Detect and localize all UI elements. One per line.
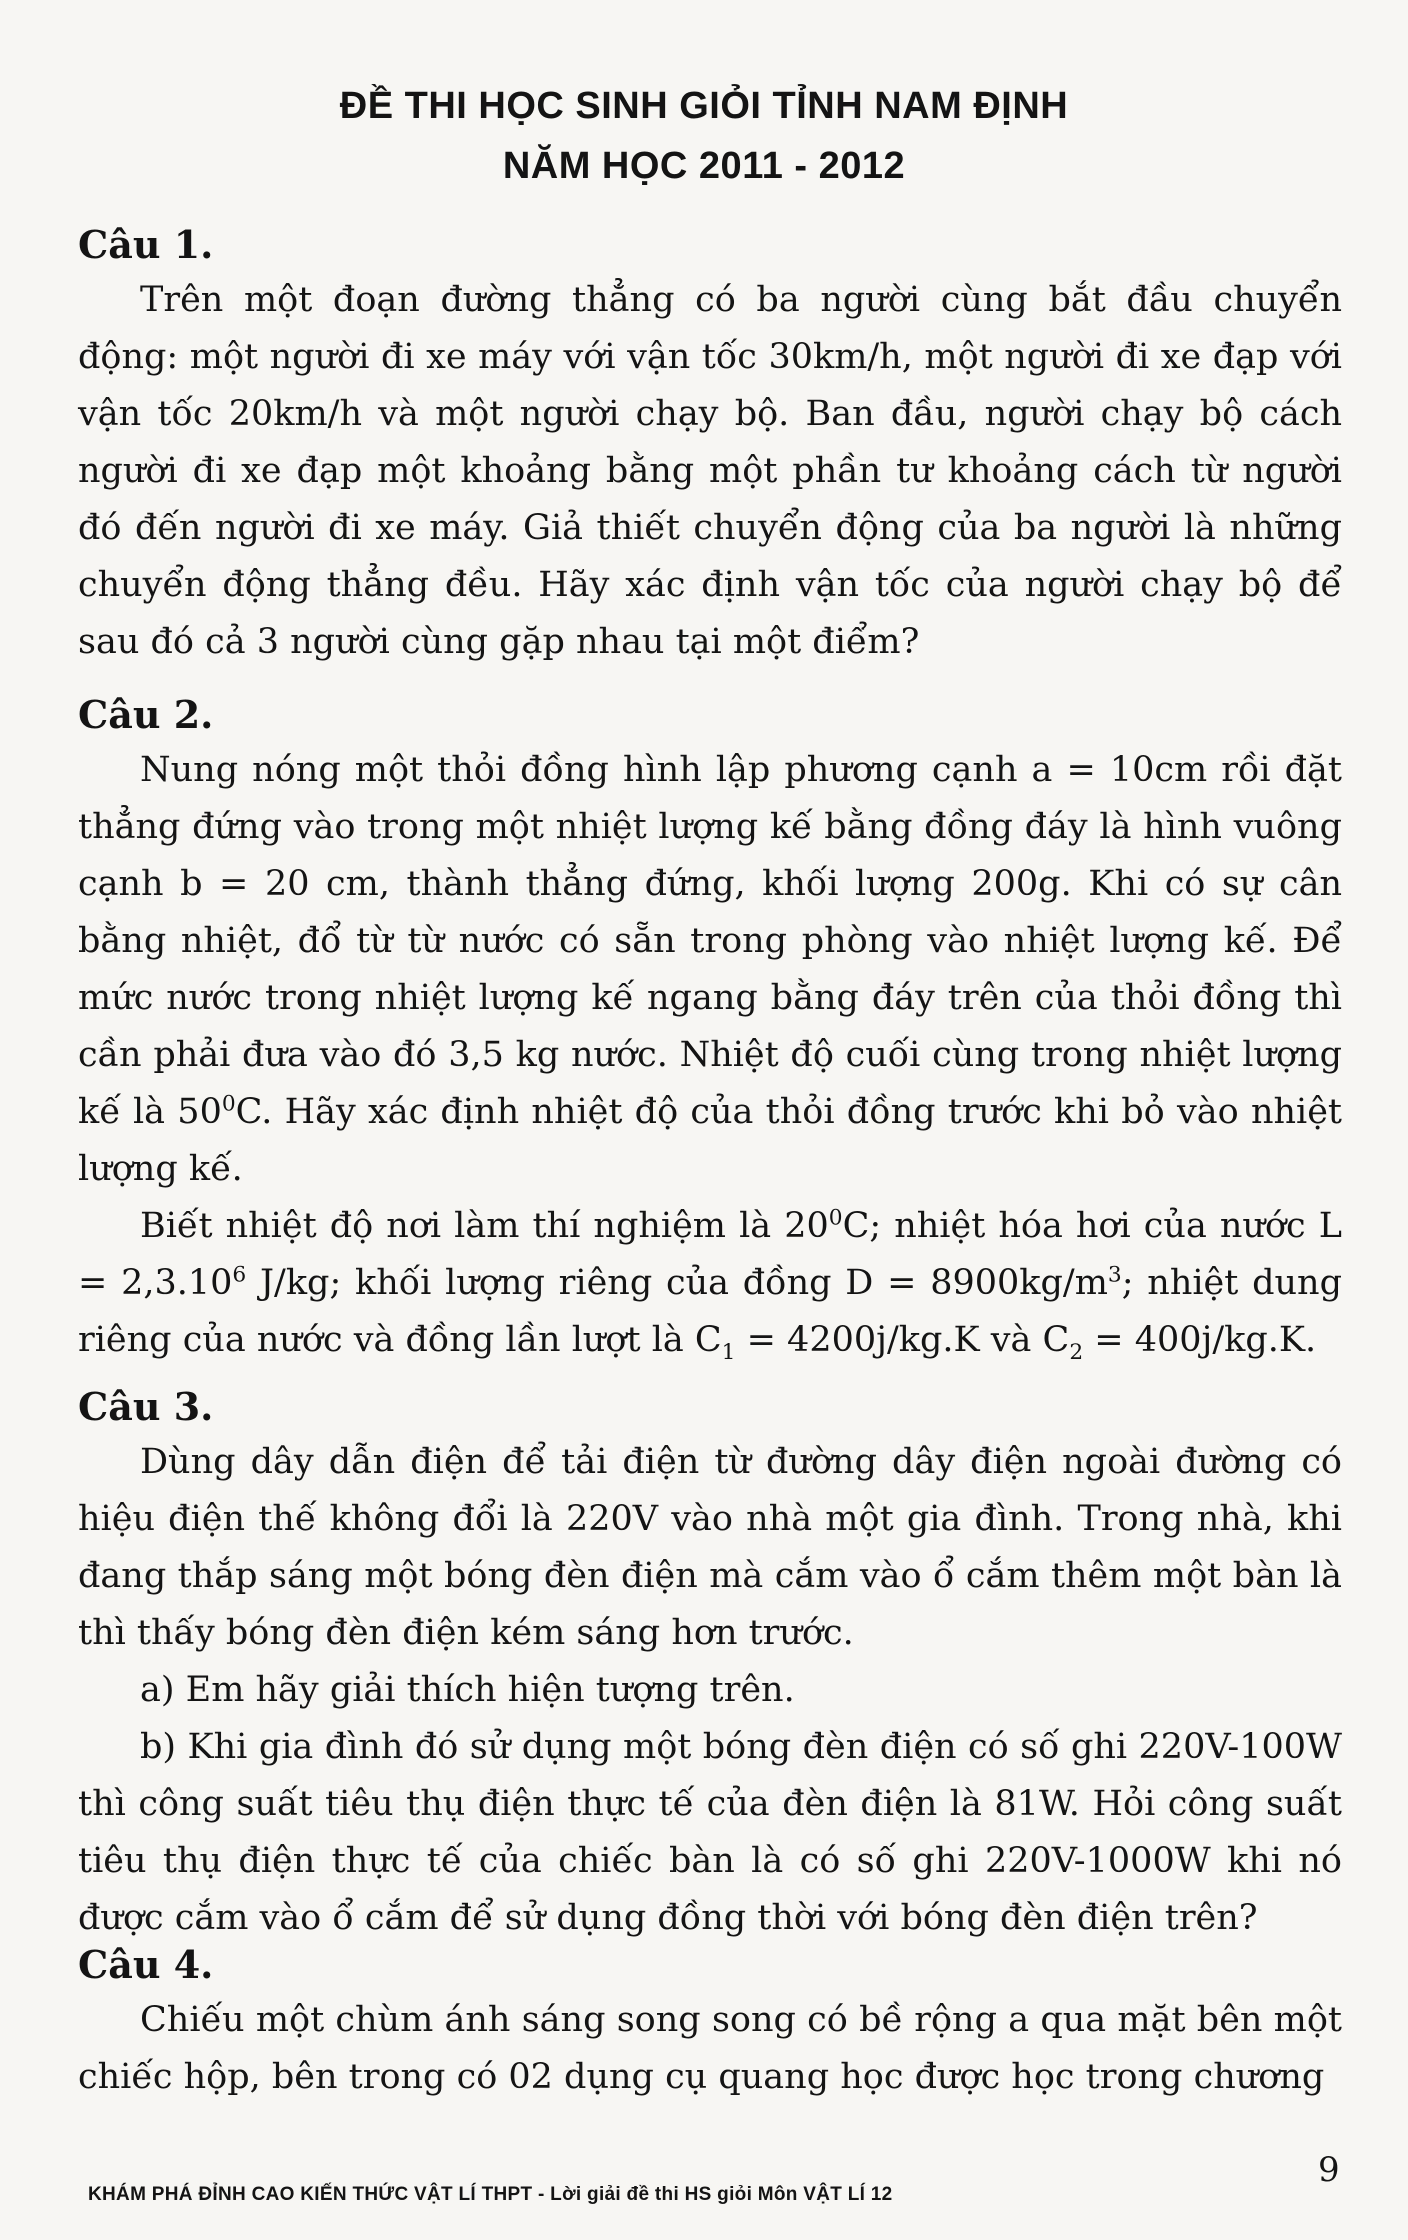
question-2-text-2 [78,1198,1342,1369]
q2-text-g: = 4200j/kg.K và C [735,1320,1070,1360]
question-2-text-1 [78,742,1342,1198]
q2-sup-d: 3 [1107,1262,1122,1288]
question-3-part-a: a) Em hãy giải thích hiện tượng trên. [140,1670,795,1710]
question-3-part-b: b) Khi gia đình đó sử dụng một bóng đèn điện có số ghi 220V-100W thì công suất tiêu thụ điện thực tế của đèn điện là 81W. Hỏi công suất tiêu thụ điện thực tế của chiếc bàn là có số ghi 220V-1000W khi nó được cắm vào ổ cắm để sử dụng đồng thời với bóng đèn điện trên? [78,1727,1342,1938]
question-3-heading: Câu 3. [78,1384,214,1429]
q2-sub-b: 2 [1069,1340,1084,1365]
question-1 [78,218,1342,671]
q2-sub-a: 1 [721,1340,736,1365]
question-3 [78,1380,1342,1947]
q2-text-h: = 400j/kg.K. [1083,1320,1317,1360]
q2-sup-c: 6 [232,1262,247,1288]
question-4-text: Chiếu một chùm ánh sáng song song có bề rộng a qua mặt bên một chiếc hộp, bên trong có 02 dụng cụ quang học được học trong chương [78,2000,1342,2097]
q2-sup-a: 0 [221,1091,236,1117]
q2-text-f: ; nhiệt dung riêng của nước và đồng lần lượt là C [78,1263,1342,1360]
q2-text-c: Biết nhiệt độ nơi làm thí nghiệm là 20 [140,1206,829,1246]
q2-text-d: C; nhiệt hóa hơi của nước L = 2,3.10 [78,1206,1342,1303]
question-4 [78,1938,1342,2106]
question-3-text: Dùng dây dẫn điện để tải điện từ đường dây điện ngoài đường có hiệu điện thế không đổi là 220V vào nhà một gia đình. Trong nhà, khi đang thắp sáng một bóng đèn điện mà cắm vào ổ cắm thêm một bàn là thì thấy bóng đèn điện kém sáng hơn trước. [78,1442,1342,1653]
running-footer: KHÁM PHÁ ĐỈNH CAO KIẾN THỨC VẬT LÍ THPT - Lời giải đề thi HS giỏi Môn VẬT LÍ 12 [88,2184,893,2205]
q2-text-b: C. Hãy xác định nhiệt độ của thỏi đồng trước khi bỏ vào nhiệt lượng kế. [78,1092,1342,1189]
q2-text-a: Nung nóng một thỏi đồng hình lập phương cạnh a = 10cm rồi đặt thẳng đứng vào trong một nhiệt lượng kế bằng đồng đáy là hình vuông cạnh b = 20 cm, thành thẳng đứng, khối lượng 200g. Khi có sự cân bằng nhiệt, đổ từ từ nước có sẵn trong phòng vào nhiệt lượng kế. Để mức nước trong nhiệt lượng kế ngang bằng đáy trên của thỏi đồng thì cần phải đưa vào đó 3,5 kg nước. Nhiệt độ cuối cùng trong nhiệt lượng kế là 50 [78,750,1342,1132]
page-title: ĐỀ THI HỌC SINH GIỎI TỈNH NAM ĐỊNH [339,85,1069,127]
q2-text-e: J/kg; khối lượng riêng của đồng D = 8900kg/m [246,1263,1108,1303]
question-1-heading: Câu 1. [78,222,214,267]
page-subtitle: NĂM HỌC 2011 - 2012 [502,145,906,187]
q2-sup-b: 0 [828,1205,843,1231]
question-1-text: Trên một đoạn đường thẳng có ba người cùng bắt đầu chuyển động: một người đi xe máy với vận tốc 30km/h, một người đi xe đạp với vận tốc 20km/h và một người chạy bộ. Ban đầu, người chạy bộ cách người đi xe đạp một khoảng bằng một phần tư khoảng cách từ người đó đến người đi xe máy. Giả thiết chuyển động của ba người là những chuyển động thẳng đều. Hãy xác định vận tốc của người chạy bộ để sau đó cả 3 người cùng gặp nhau tại một điểm? [78,280,1342,662]
page-number: 9 [1318,2150,1340,2190]
question-4-heading: Câu 4. [78,1942,214,1987]
question-2 [78,688,1342,1369]
question-2-heading: Câu 2. [78,692,214,737]
